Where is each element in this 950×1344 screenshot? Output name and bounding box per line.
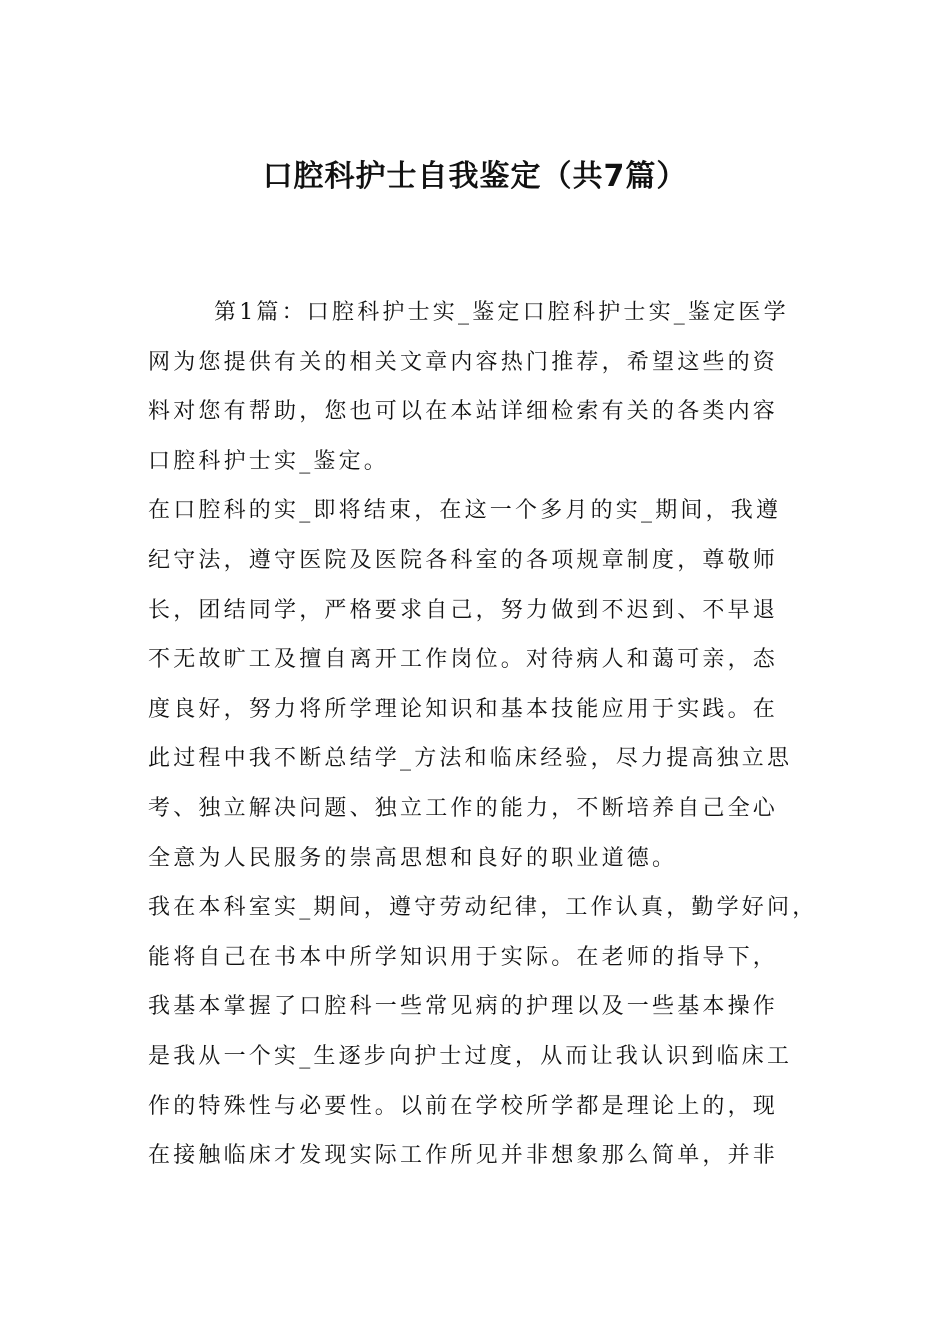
body-line: 此过程中我不断总结学_方法和临床经验，尽力提高独立思 [148,746,793,772]
body-line: 我基本掌握了口腔科一些常见病的护理以及一些基本操作 [148,994,779,1020]
body-line: 长，团结同学，严格要求自己，努力做到不迟到、不早退 [148,597,779,623]
body-line: 在口腔科的实_即将结束，在这一个多月的实_期间，我遵 [148,498,782,524]
document-title: 口腔科护士自我鉴定（共7篇） [262,159,688,194]
body-line: 能将自己在书本中所学知识用于实际。在老师的指导下， [148,944,779,970]
body-line: 网为您提供有关的相关文章内容热门推荐，希望这些的资 [148,349,779,375]
body-line: 度良好，努力将所学理论知识和基本技能应用于实践。在 [148,696,779,722]
body-line: 口腔科护士实_鉴定。 [148,448,390,474]
body-line: 全意为人民服务的崇高思想和良好的职业道德。 [148,845,678,871]
body-line: 料对您有帮助，您也可以在本站详细检索有关的各类内容 [148,399,779,425]
body-line: 考、独立解决问题、独立工作的能力，不断培养自己全心 [148,795,779,821]
body-line: 我在本科室实_期间，遵守劳动纪律，工作认真，勤学好问， [148,895,818,921]
body-line: 作的特殊性与必要性。以前在学校所学都是理论上的，现 [148,1093,779,1119]
document-body [148,288,838,1181]
body-line: 不无故旷工及擅自离开工作岗位。对待病人和蔼可亲，态 [148,647,779,673]
body-line: 在接触临床才发现实际工作所见并非想象那么简单，并非 [148,1143,779,1169]
body-line: 第1篇：口腔科护士实_鉴定口腔科护士实_鉴定医学 [214,300,789,325]
body-line: 是我从一个实_生逐步向护士过度，从而让我认识到临床工 [148,1043,793,1069]
body-line: 纪守法，遵守医院及医院各科室的各项规章制度，尊敬师 [148,547,779,573]
